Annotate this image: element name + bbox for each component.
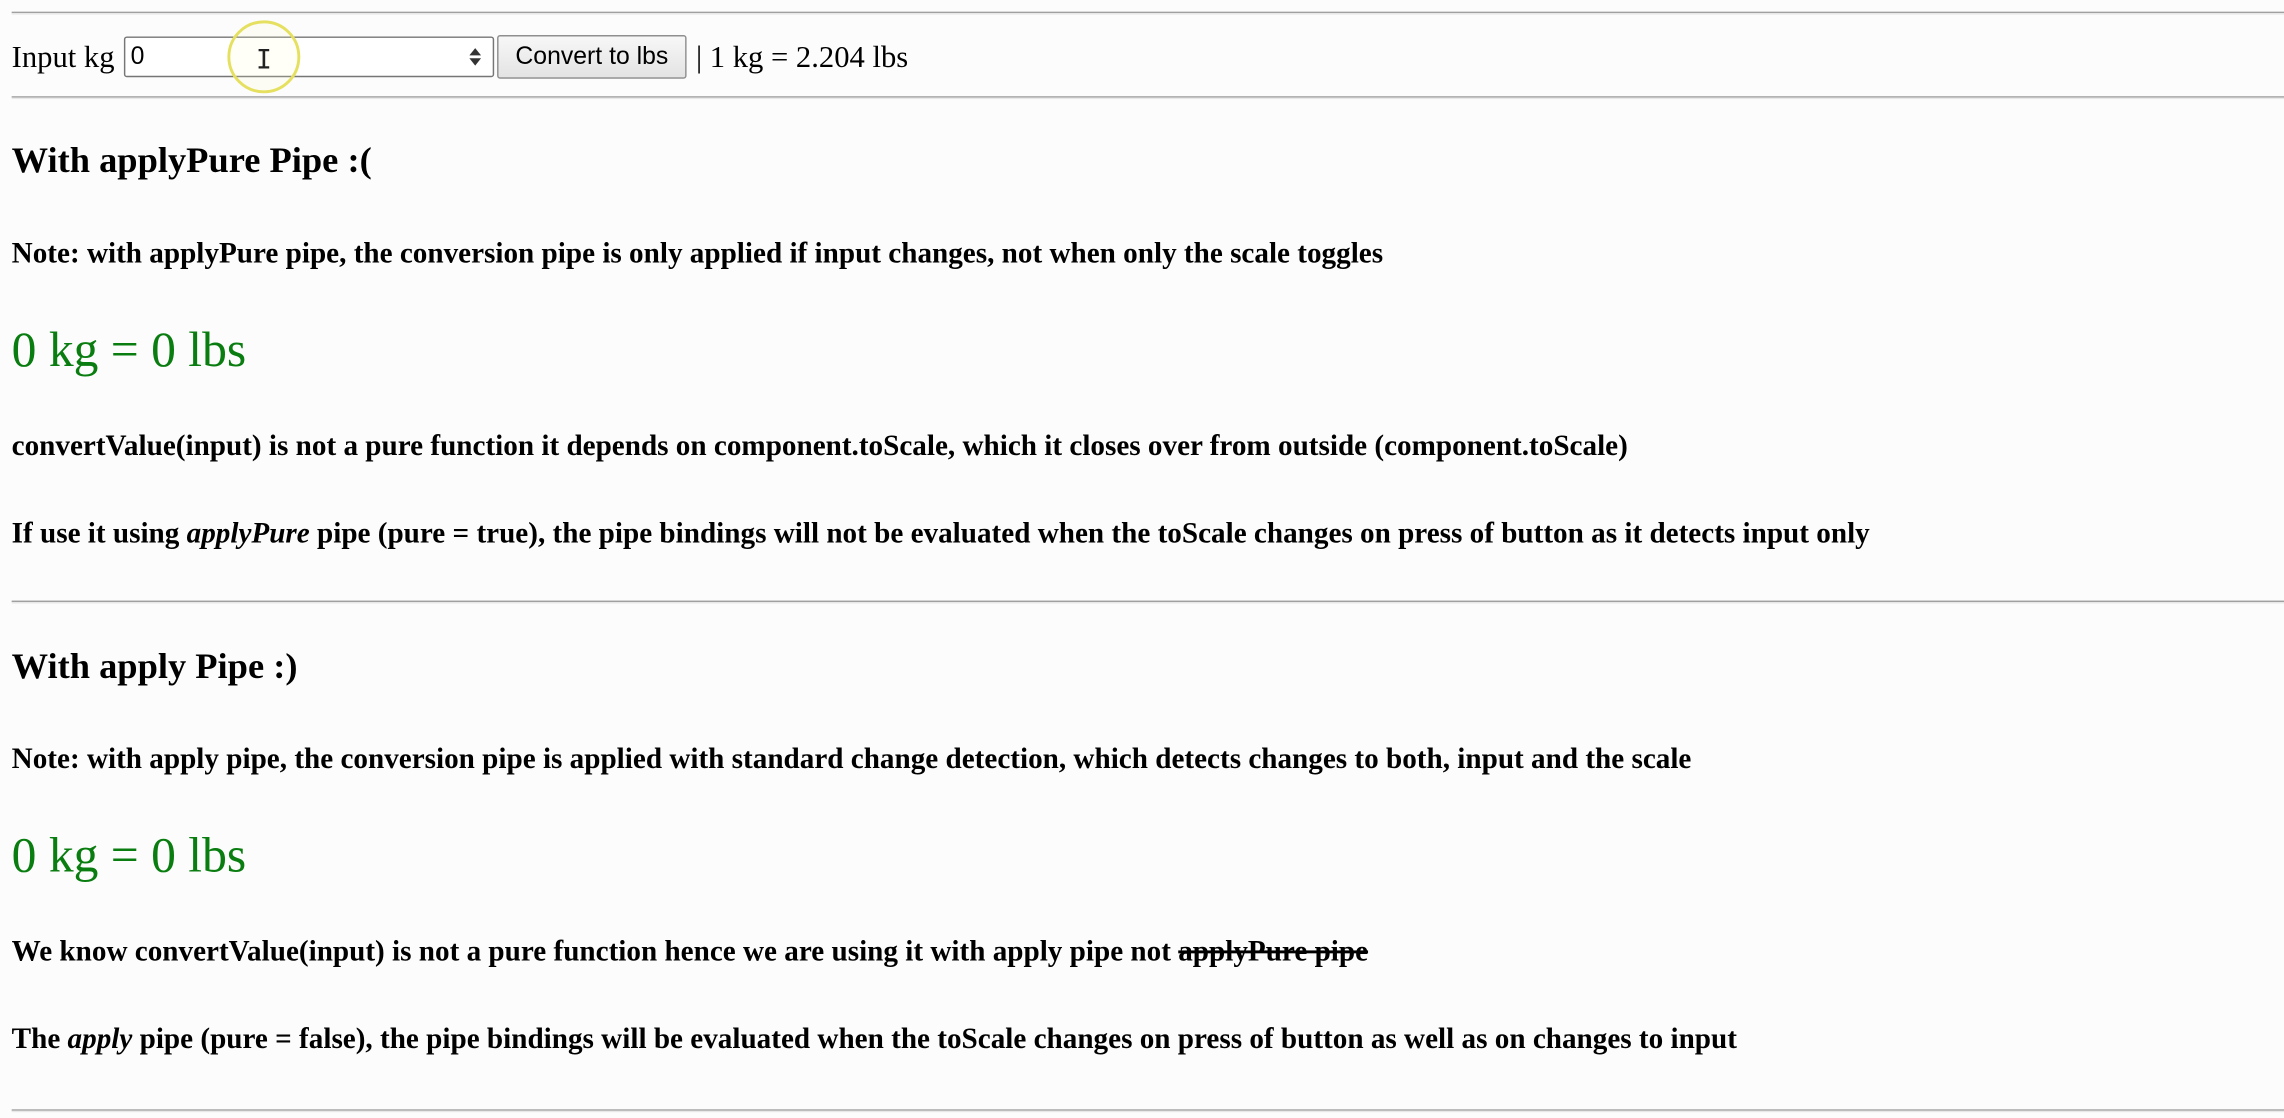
section-impure-result: 0 kg = 0 lbs (11, 829, 247, 884)
bottom-divider (12, 1109, 2284, 1112)
controls-divider (12, 96, 2284, 99)
spin-down-icon[interactable] (469, 58, 481, 65)
section-pure-note: Note: with applyPure pipe, the conversion pipe is only applied if input changes, not when only the scale toggles (11, 237, 1384, 270)
section-pure-explanation: convertValue(input) is not a pure function it depends on component.toScale, which it closes over from outside (component.toScale) (11, 430, 1628, 463)
convert-to-lbs-button[interactable]: Convert to lbs (496, 35, 687, 79)
usage-prefix: The (11, 1023, 68, 1056)
input-label: Input kg (11, 38, 115, 74)
number-spinner[interactable] (463, 38, 486, 76)
spin-up-icon[interactable] (469, 48, 481, 55)
top-divider (12, 12, 2284, 15)
usage-prefix: If use it using (11, 517, 187, 550)
section-pure-usage (12, 517, 1870, 551)
struck-text: applyPure pipe (1178, 935, 1369, 968)
usage-emphasis: apply (67, 1023, 133, 1056)
section-impure-heading: With apply Pipe :) (11, 647, 298, 687)
section-impure-note: Note: with apply pipe, the conversion pipe is applied with standard change detection, which detects changes to both, input and the scale (11, 743, 1692, 776)
kg-input-value[interactable]: 0 (130, 42, 145, 70)
usage-suffix: pipe (pure = false), the pipe bindings will be evaluated when the toScale changes on press of button as well as on changes to input (132, 1023, 1737, 1056)
kg-number-input[interactable] (123, 36, 493, 77)
usage-suffix: pipe (pure = true), the pipe bindings will not be evaluated when the toScale changes on press of button as it detects input only (309, 517, 1870, 550)
explanation-prefix: We know convertValue(input) is not a pure function hence we are using it with apply pipe not (11, 935, 1179, 968)
text-cursor-icon: I (255, 45, 272, 76)
section-impure-usage (12, 1023, 1737, 1057)
section-impure-explanation (12, 936, 1368, 970)
converter-controls (12, 34, 909, 81)
conversion-ratio: | 1 kg = 2.204 lbs (696, 38, 909, 74)
section-pure-heading: With applyPure Pipe :( (11, 141, 372, 181)
section-pure-result: 0 kg = 0 lbs (11, 323, 247, 378)
usage-emphasis: applyPure (186, 517, 310, 550)
section-divider (12, 601, 2284, 604)
